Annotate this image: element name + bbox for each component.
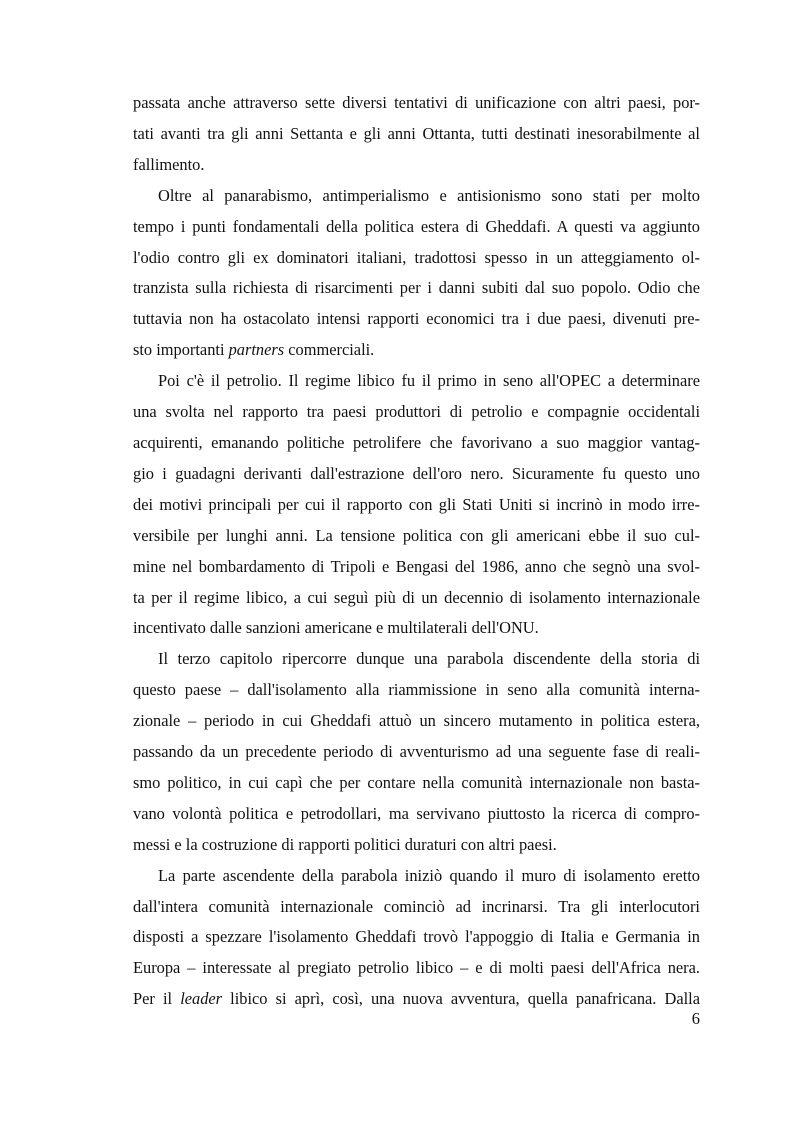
text-line: tati avanti tra gli anni Settanta e gli anni Ottanta, tutti destinati inesorabilmente al xyxy=(133,123,700,143)
text-line: Per il leader libico si aprì, così, una nuova avventura, quella panafricana. Dalla xyxy=(133,989,701,1009)
text-line: passata anche attraverso sette diversi tentativi di unificazione con altri paesi, por- xyxy=(133,93,700,112)
body-text xyxy=(133,88,700,1015)
text-line: fallimento. xyxy=(133,154,205,174)
italic-term: partners xyxy=(228,340,285,360)
text-line: dei motivi principali per cui il rapporto con gli Stati Uniti si incrinò in modo irre- xyxy=(133,494,700,514)
italic-term: leader xyxy=(180,989,223,1009)
text-line: tuttavia non ha ostacolato intensi rapporti economici tra i due paesi, divenuti pre- xyxy=(133,309,700,329)
paragraph xyxy=(133,88,700,181)
text-line: Europa – interessate al pregiato petrolio libico – e di molti paesi dell'Africa nera. xyxy=(133,958,700,978)
paragraph xyxy=(133,181,700,366)
text-line: sto importanti partners commerciali. xyxy=(133,340,375,360)
text-line: ta per il regime libico, a cui seguì più di un decennio di isolamento internazionale xyxy=(133,587,700,607)
text-line: smo politico, in cui capì che per contare nella comunità internazionale non basta- xyxy=(133,772,700,792)
text-line: una svolta nel rapporto tra paesi produttori di petrolio e compagnie occidentali xyxy=(133,402,700,422)
text-line: incentivato dalle sanzioni americane e multilaterali dell'ONU. xyxy=(133,618,539,638)
text-line: dall'intera comunità internazionale cominciò ad incrinarsi. Tra gli interlocutori xyxy=(133,896,700,916)
text-line: acquirenti, emanando politiche petrolifere che favorivano a suo maggior vantag- xyxy=(133,432,700,452)
text-line: l'odio contro gli ex dominatori italiani, tradottosi spesso in un atteggiamento ol- xyxy=(133,247,700,267)
paragraph xyxy=(133,366,700,644)
text-line: passando da un precedente periodo di avventurismo ad una seguente fase di reali- xyxy=(133,742,700,762)
page-number: 6 xyxy=(691,1009,700,1028)
text-line: gio i guadagni derivanti dall'estrazione dell'oro nero. Sicuramente fu questo uno xyxy=(133,463,700,483)
text-line: tempo i punti fondamentali della politica estera di Gheddafi. A questi va aggiunto xyxy=(133,216,700,236)
text-line: mine nel bombardamento di Tripoli e Bengasi del 1986, anno che segnò una svol- xyxy=(133,556,700,576)
text-line: tranzista sulla richiesta di risarcimenti per i danni subiti dal suo popolo. Odio che xyxy=(133,278,700,298)
text-line: messi e la costruzione di rapporti politici duraturi con altri paesi. xyxy=(133,834,557,854)
text-line: Poi c'è il petrolio. Il regime libico fu il primo in seno all'OPEC a determinare xyxy=(158,371,700,391)
paragraph xyxy=(133,644,700,860)
text-line: Il terzo capitolo ripercorre dunque una parabola discendente della storia di xyxy=(158,649,700,669)
text-line: zionale – periodo in cui Gheddafi attuò un sincero mutamento in politica estera, xyxy=(133,711,700,731)
text-line: versibile per lunghi anni. La tensione politica con gli americani ebbe il suo cul- xyxy=(133,525,700,545)
text-line: disposti a spezzare l'isolamento Gheddafi trovò l'appoggio di Italia e Germania in xyxy=(133,927,700,947)
text-line: La parte ascendente della parabola iniziò quando il muro di isolamento eretto xyxy=(158,865,700,885)
text-line: Oltre al panarabismo, antimperialismo e antisionismo sono stati per molto xyxy=(158,185,700,205)
text-line: questo paese – dall'isolamento alla riammissione in seno alla comunità interna- xyxy=(133,680,700,700)
text-line: vano volontà politica e petrodollari, ma servivano piuttosto la ricerca di compro- xyxy=(133,803,700,823)
paragraph xyxy=(133,861,700,1016)
